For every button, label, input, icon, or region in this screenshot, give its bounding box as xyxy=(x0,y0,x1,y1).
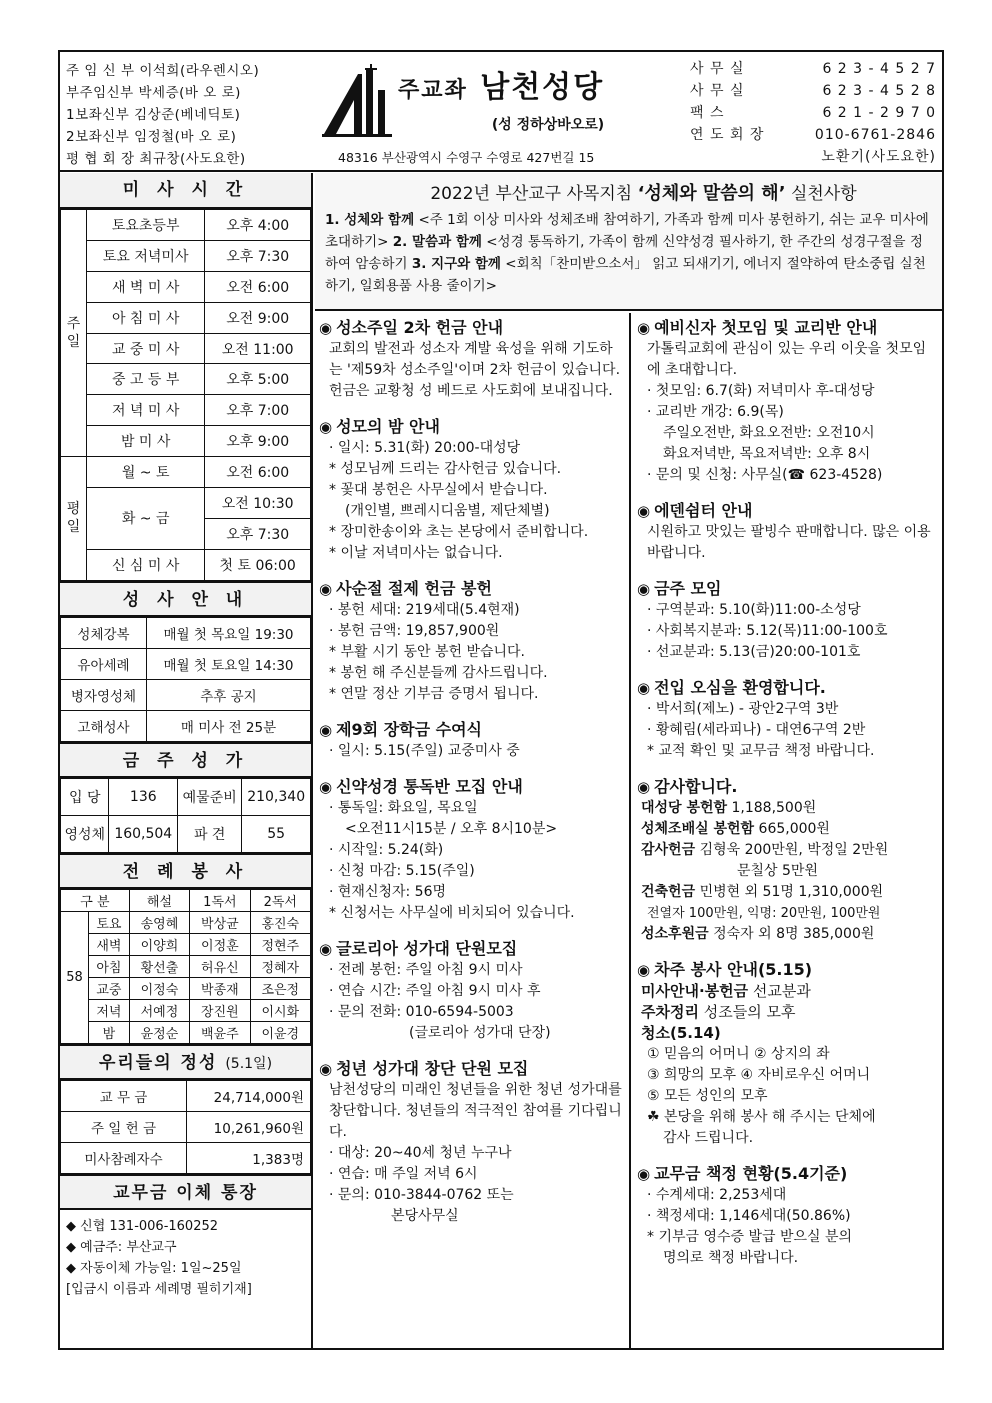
contact-row: 노환기(사도요한) xyxy=(821,149,936,165)
target-bullet-icon: ◉ xyxy=(637,679,651,697)
notice-catechumen: ◉ 예비신자 첫모임 및 교리반 안내 가톨릭교회에 관심이 있는 우리 이웃을 첫모임에 초대합니다. · 첫모임: 6.7(화) 저녁미사 후-대성당 · 교리반 개강: 6.9(목) 주일오전반, 화요오전반: 오전10시 화요저녁반, 목요저녁반: 오후 8시 · 문의 및 신청: 사무실(☎ 623-4528) xyxy=(637,318,927,483)
target-bullet-icon: ◉ xyxy=(319,940,333,958)
bulletin-header xyxy=(60,52,942,172)
contact-row: 연 도 회 장 010-6761-2846 xyxy=(690,127,936,143)
contact-row: 사 무 실 6 2 3 - 4 5 2 7 xyxy=(690,61,936,77)
target-bullet-icon: ◉ xyxy=(319,580,333,598)
church-address: 48316 부산광역시 수영구 수영로 427번길 15 xyxy=(338,150,595,165)
offering-title: 우리들의 정성 (5.1일) xyxy=(60,1044,311,1080)
pastoral-guide-title: 2022년 부산교구 사목지침 ‘성체와 말씀의 해’ 실천사항 xyxy=(430,183,857,204)
notice-gloria-choir: ◉ 글로리아 성가대 단원모집 · 전례 봉헌: 주일 아침 9시 미사 · 연습 시간: 주일 아침 9시 미사 후 · 문의 전화: 010-6594-5003 (글로리아 성가대 단장) xyxy=(319,939,551,1041)
hymns-title: 금 주 성 가 xyxy=(60,742,311,778)
notice-weekly-meetings: ◉ 금주 모임 · 구역분과: 5.10(화)11:00-소성당 · 사회복지분과: 5.12(목)11:00-100호 · 선교분과: 5.13(금)20:00-101호 xyxy=(637,579,888,660)
target-bullet-icon: ◉ xyxy=(637,580,651,598)
notice-thanks: ◉ 감사합니다. 대성당 봉헌함 1,188,500원 성체조배실 봉헌함 665,000원 감사헌금 김형욱 200만원, 박정일 2만원 문칠상 5만원 건축헌금 민병현 외 51명 1,310,000원 전열자 100만원, 익명: 20만원, 100만원 성소후원금 정숙자 외 8명 385,000원 xyxy=(637,777,889,942)
target-bullet-icon: ◉ xyxy=(319,418,333,436)
staff-row: 2보좌신부 임정철(바 오 로) xyxy=(66,129,237,145)
staff-row: 주 임 신 부 이석희(라우렌시오) xyxy=(66,63,260,79)
target-bullet-icon: ◉ xyxy=(319,721,333,739)
target-bullet-icon: ◉ xyxy=(637,319,651,337)
church-title xyxy=(398,62,698,134)
sacraments-title: 성 사 안 내 xyxy=(60,581,311,617)
notice-mary-night: ◉ 성모의 밤 안내 · 일시: 5.31(화) 20:00-대성당 * 성모님께 드리는 감사헌금 있습니다. * 꽃대 봉헌은 사무실에서 받습니다. (개인별, 쁘레시디움별, 제단체별) * 장미한송이와 초는 본당에서 준비합니다. * 이날 저녁미사는 없습니다. xyxy=(319,417,589,561)
diocese-label: 주교좌 xyxy=(398,78,468,103)
target-bullet-icon: ◉ xyxy=(637,778,651,796)
mass-times-title: 미 사 시 간 xyxy=(60,173,311,209)
target-bullet-icon: ◉ xyxy=(637,961,651,979)
account-title: 교무금 이체 통장 xyxy=(60,1174,311,1210)
target-bullet-icon: ◉ xyxy=(637,502,651,520)
staff-list xyxy=(66,60,259,170)
notice-tithe-status: ◉ 교무금 책정 현황(5.4기준) · 수계세대: 2,253세대 · 책정세대: 1,146세대(50.86%) * 기부금 영수증 발급 받으실 분의 명의로 책정 바랍니다. xyxy=(637,1164,853,1266)
hymns-table: 입 당 136 예물준비 210,340 영성체 160,504 파 견 55 xyxy=(60,778,311,853)
weekday-label: 평 일 xyxy=(61,457,87,581)
notice-lent-offering: ◉ 사순절 절제 헌금 봉헌 · 봉헌 세대: 219세대(5.4현재) · 봉헌 금액: 19,857,900원 * 부활 시기 동안 봉헌 받습니다. * 봉헌 해 주신분들께 감사드립니다. * 연말 정산 기부금 증명서 됩니다. xyxy=(319,579,548,702)
notice-vocation-offering: ◉ 성소주일 2차 헌금 안내 교회의 발전과 성소자 계발 육성을 위해 기도하는 '제59차 성소주일'이며 2차 헌금이 있습니다. 헌금은 교황청 성 베드로 사도회에 보내집니다. xyxy=(319,318,621,399)
liturgy-service-table: 구 분 해설 1독서 2독서 58 토요 송영혜 박상균 홍진숙 새벽 이양희 이정훈 정현주 아침 황선출 허유신 정혜자 교중 이정숙 박종재 조은정 저녁 서예정 장진원 이시화 밤 윤정순 백윤주 이윤경 xyxy=(60,889,311,1044)
target-bullet-icon: ◉ xyxy=(637,1165,651,1183)
staff-row: 부주임신부 박세증(바 오 로) xyxy=(66,85,241,101)
patron-saint: (성 정하상바오로) xyxy=(491,117,605,133)
week-number: 58 xyxy=(61,911,89,1043)
notice-new-members: ◉ 전입 오심을 환영합니다. · 박서희(제노) - 광안2구역 3반 · 황혜림(세라피나) - 대연6구역 2반 * 교적 확인 및 교무금 책정 바랍니다. xyxy=(637,678,875,759)
offering-table: 교 무 금 24,714,000원 주 일 헌 금 10,261,960원 미사참례자수 1,383명 xyxy=(60,1080,311,1174)
notice-scholarship: ◉ 제9회 장학금 수여식 · 일시: 5.15(주일) 교중미사 중 xyxy=(319,720,520,759)
sunday-label: 주 일 xyxy=(61,210,87,457)
target-bullet-icon: ◉ xyxy=(319,778,333,796)
sacraments-table: 성체강복 매월 첫 목요일 19:30 유아세례 매월 첫 토요일 14:30 병자영성체 추후 공지 고해성사 매 미사 전 25분 xyxy=(60,617,311,742)
left-sidebar xyxy=(60,173,313,1348)
target-bullet-icon: ◉ xyxy=(319,1060,333,1078)
notice-column-right xyxy=(633,313,942,1348)
church-logo-icon xyxy=(318,60,398,140)
main-content xyxy=(315,173,942,1348)
notice-column-left xyxy=(315,313,631,1348)
mass-times-table: 주 일 토요초등부 오후 4:00 토요 저녁미사 오후 7:30 새 벽 미 사 오전 6:00 아 침 미 사 오전 9:00 교 중 미 사 오전 11:00 중 고 등 부 오후 5:00 저 녁 미 사 오후 7:00 밤 미 사 오후 9:00 평 일 월 ~ 토 오전 6:00 화 ~ 금 오전 10:30 오후 7:30 신 심 미 사 첫 토 06:00 xyxy=(60,209,311,581)
notice-eden-cafe: ◉ 에덴쉼터 안내 시원하고 맛있는 팔빙수 판매합니다. 많은 이용 바랍니다. xyxy=(637,501,931,561)
notice-youth-choir: ◉ 청년 성가대 창단 단원 모집 남천성당의 미래인 청년들을 위한 청년 성가대를 창단합니다. 청년들의 적극적인 참여를 기다립니다. · 대상: 20~40세 청년 누구나 · 연습: 매 주일 저녁 6시 · 문의: 010-3844-0762 또는 본당사무실 xyxy=(319,1059,622,1224)
target-bullet-icon: ◉ xyxy=(319,319,333,337)
church-name: 남천성당 xyxy=(480,70,605,105)
liturgy-service-title: 전 례 봉 사 xyxy=(60,853,311,889)
contact-row: 사 무 실 6 2 3 - 4 5 2 8 xyxy=(690,83,936,99)
contact-row: 팩 스 6 2 1 - 2 9 7 0 xyxy=(690,105,936,121)
account-info: ◆ 신협 131-006-160252 ◆ 예금주: 부산교구 ◆ 자동이체 가능일: 1일~25일 [입금시 이름과 세례명 필히기재] xyxy=(66,1218,252,1297)
contact-list xyxy=(690,58,936,168)
staff-row: 1보좌신부 김상준(베네딕토) xyxy=(66,107,241,123)
notice-next-service: ◉ 차주 봉사 안내(5.15) 미사안내·봉헌금 선교분과 주차정리 성조들의 모후 청소(5.14) ① 믿음의 어머니 ② 상지의 좌 ③ 희망의 모후 ④ 자비로우신 어머니 ⑤ 모든 성인의 모후 ☘ 본당을 위해 봉사 해 주시는 단체에 감사 드립니다. xyxy=(637,960,876,1146)
notice-bible-reading: ◉ 신약성경 통독반 모집 안내 · 통독일: 화요일, 목요일 <오전11시15분 / 오후 8시10분> · 시작일: 5.24(화) · 신청 마감: 5.15(주일) · 현재신청자: 56명 * 신청서는 사무실에 비치되어 있습니다. xyxy=(319,777,575,921)
staff-row: 평 협 회 장 최규창(사도요한) xyxy=(66,151,246,167)
pastoral-guide: 2022년 부산교구 사목지침 ‘성체와 말씀의 해’ 실천사항 1. 성체와 함께 <주 1회 이상 미사와 성체조배 참여하기, 가족과 함께 미사 봉헌하기, 쉬는 교우 미사에 초대하기> 2. 말씀과 함께 <성경 통독하기, 가족이 함께 신약성경 필사하기, 한 주간의 성경구절을 정하여 암송하기 3. 지구와 함께 <회칙「찬미받으소서」 읽고 되새기기, 에너지 절약하여 탄소중립 실천하기, 일회용품 사용 줄이기> xyxy=(315,173,942,311)
bulletin-page xyxy=(58,50,944,1350)
